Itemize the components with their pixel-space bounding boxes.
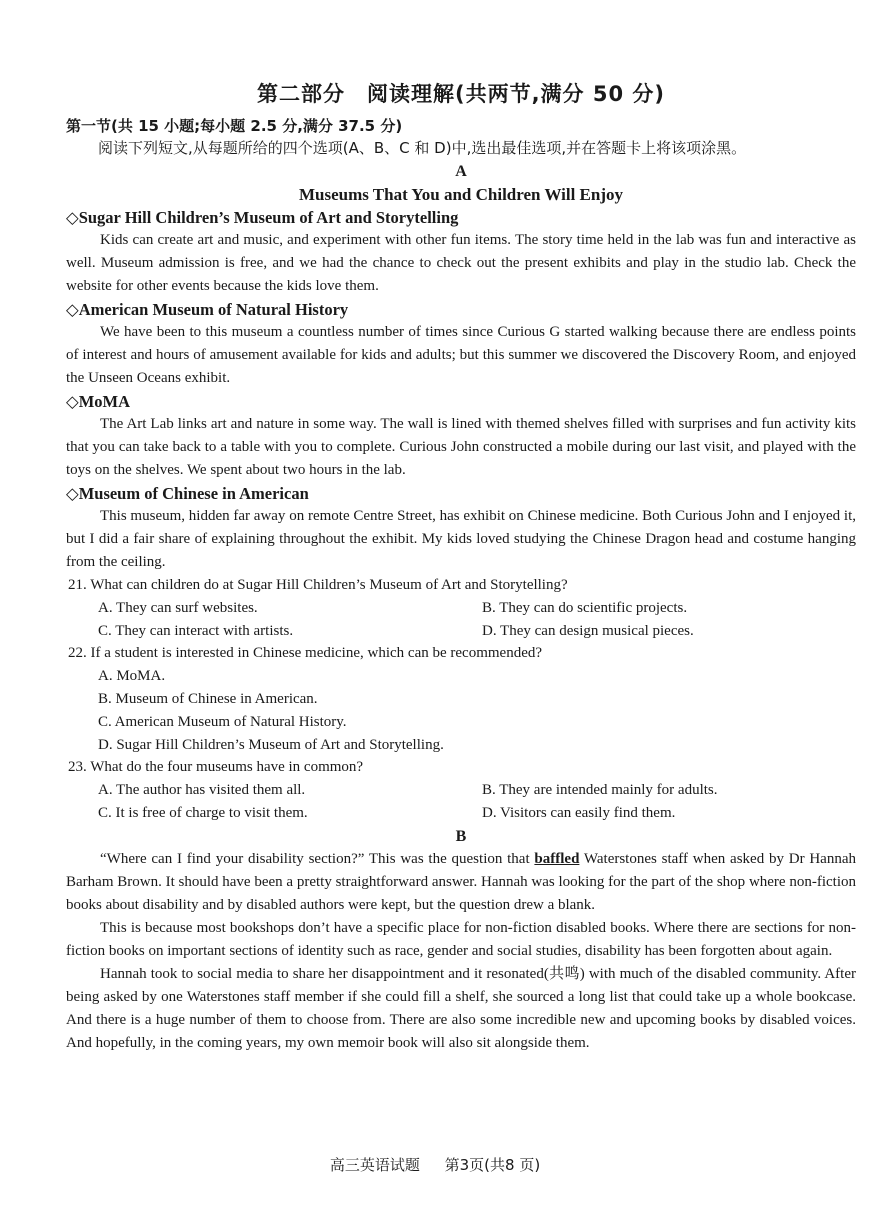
option-a: A. The author has visited them all. <box>98 782 306 799</box>
question-21 <box>66 574 856 642</box>
page-footer <box>0 1154 870 1175</box>
footer-subject: 高三英语试题 <box>329 1156 420 1174</box>
passage-b-letter: B <box>455 827 467 845</box>
museum-heading: ◇American Museum of Natural History <box>66 300 349 319</box>
museum-description: This museum, hidden far away on remote Centre Street, has exhibit on Chinese medicine. Both Curious John and I enjoyed it, but I did a fair share of explaining throughout the exhibit. My kids loved studying the Chinese Dragon head and costume hanging from the ceiling. <box>66 508 856 570</box>
passage-b-paragraph-3: Hannah took to social media to share her disappointment and it resonated(共鸣) with much of the disabled community. After being asked by one Waterstones staff member if she could fill a shelf, she sourced a long list that could take up a whole bookcase. And there is a huge number of them to choose from. There are also some incredible new and upcoming books by disabled voices. And hopefully, in the coming years, my own memoir book will also sit alongside them. <box>66 965 856 1051</box>
museum-heading: ◇MoMA <box>66 392 131 411</box>
question-stem: 23. What do the four museums have in common? <box>68 759 364 776</box>
question-options <box>66 779 856 825</box>
museum-entry <box>66 206 856 298</box>
option-b: B. They can do scientific projects. <box>482 599 688 616</box>
question-options <box>66 597 856 643</box>
option-b: B. They are intended mainly for adults. <box>482 782 718 799</box>
museum-entry <box>66 298 856 390</box>
museum-description: Kids can create art and music, and experiment with other fun items. The story time held in the lab was fun and interactive as well. Museum admission is free, and we had the chance to check out the present exhibits and play in the studio lab. Check the website for other events because the kids love them. <box>66 232 856 294</box>
museum-entry <box>66 482 856 574</box>
passage-b-paragraph-2: This is because most bookshops don’t have a specific place for non-fiction disabled books. Where there are sections for non-fiction books on important sections of identity such as race, gender and social studies, disability has been forgotten about again. <box>66 919 856 959</box>
passage-a-letter: A <box>455 163 467 180</box>
option-c: C. They can interact with artists. <box>98 622 294 639</box>
vocab-baffled: baffled <box>534 850 580 867</box>
option-b: B. Museum of Chinese in American. <box>98 690 318 707</box>
p1-text-after: Waterstones staff when asked by Dr Hannah Barham Brown. It should have been a pretty straightforward answer. Hannah was looking for the part of the shop where non-fiction books about disability and by disabled authors were kept, but the question drew a blank. <box>66 850 856 913</box>
question-stem: 21. What can children do at Sugar Hill Children’s Museum of Art and Storytelling? <box>68 577 568 593</box>
option-d: D. Visitors can easily find them. <box>482 804 676 821</box>
museum-heading: ◇Sugar Hill Children’s Museum of Art and Storytelling <box>66 208 459 227</box>
museum-description: We have been to this museum a countless number of times since Curious G started walking because there are endless points of interest and hours of amusement available for kids and adults; but this summer we discovered the Discovery Room, and enjoyed the Unseen Oceans exhibit. <box>66 324 856 386</box>
option-a: A. They can surf websites. <box>98 599 258 616</box>
part-title: 第二部分 阅读理解(共两节,满分 50 分) <box>256 82 666 106</box>
passage-a-title: Museums That You and Children Will Enjoy <box>298 185 624 204</box>
passage-b-paragraph-1 <box>66 848 856 917</box>
museum-description: The Art Lab links art and nature in some way. The wall is lined with themed shelves filled with surprises and fun activity kits that you can take back to a table with you to complete. Curious John constructed a mobile during our last visit, and played with the toys on the shelves. We spent about two hours in the lab. <box>66 416 856 478</box>
question-22 <box>66 642 856 756</box>
section-one-instructions: 阅读下列短文,从每题所给的四个选项(A、B、C 和 D)中,选出最佳选项,并在答题卡上将该项涂黑。 <box>98 139 747 157</box>
footer-page-number: 第3页(共8 页) <box>444 1156 541 1174</box>
option-c: C. American Museum of Natural History. <box>98 713 347 730</box>
museum-entry <box>66 390 856 482</box>
option-c: C. It is free of charge to visit them. <box>98 804 308 821</box>
question-23 <box>66 756 856 824</box>
section-one-heading: 第一节(共 15 小题;每小题 2.5 分,满分 37.5 分) <box>66 117 403 135</box>
option-d: D. Sugar Hill Children’s Museum of Art and Storytelling. <box>98 736 444 753</box>
option-a: A. MoMA. <box>98 668 166 685</box>
museum-heading: ◇Museum of Chinese in American <box>66 484 309 503</box>
question-stem: 22. If a student is interested in Chinese medicine, which can be recommended? <box>68 645 543 662</box>
option-d: D. They can design musical pieces. <box>482 622 694 639</box>
p1-text-before: “Where can I find your disability section?” This was the question that <box>100 850 535 867</box>
